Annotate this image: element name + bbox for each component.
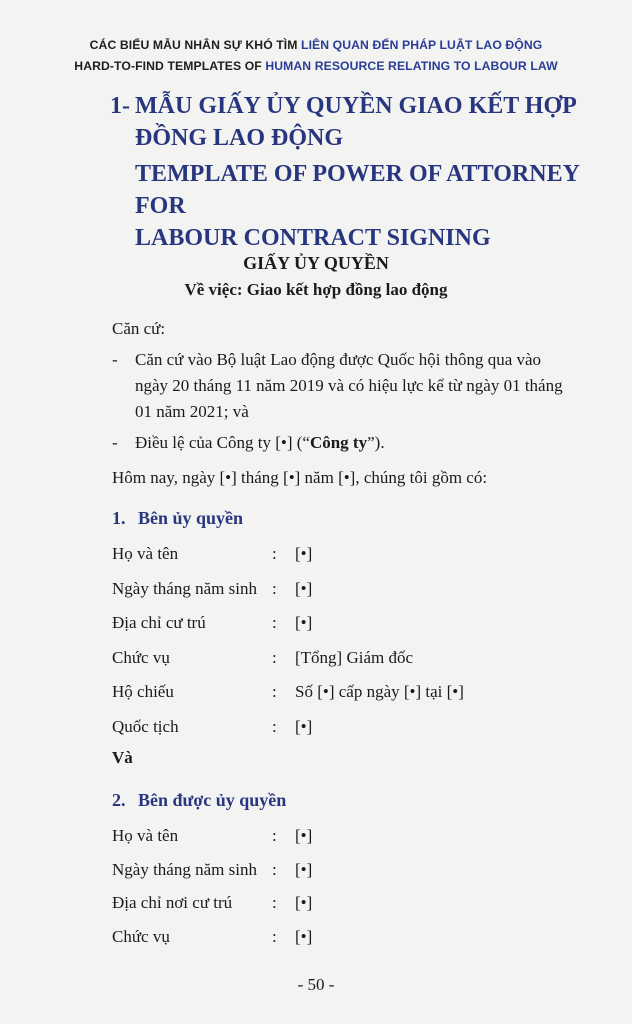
field-row	[112, 679, 592, 705]
field-colon: :	[272, 647, 277, 667]
basis-item-2-after: ”).	[367, 433, 385, 452]
section-title-en-line1: TEMPLATE OF POWER OF ATTORNEY FOR	[135, 161, 580, 219]
field-row	[112, 645, 592, 671]
field-colon: :	[272, 826, 277, 845]
field-value: [•]	[295, 578, 313, 598]
field-colon: :	[272, 544, 277, 563]
basis-item-1	[135, 347, 595, 425]
document-subject: Về việc: Giao kết hợp đồng lao động	[184, 280, 448, 299]
party2-heading-text: Bên được ủy quyền	[138, 790, 287, 810]
field-label: Chức vụ	[112, 926, 170, 946]
basis-label: Căn cứ:	[112, 319, 166, 338]
field-value: [•]	[295, 544, 313, 563]
field-value: [•]	[295, 826, 313, 845]
field-label: Chức vụ	[112, 647, 170, 667]
field-colon: :	[272, 893, 277, 912]
field-colon: :	[272, 716, 277, 736]
document-title: GIẤY ỦY QUYỀN	[243, 253, 389, 273]
field-label: Địa chỉ nơi cư trú	[112, 893, 233, 912]
field-label: Hộ chiếu	[112, 682, 174, 701]
running-head-en-blue: HUMAN RESOURCE RELATING TO LABOUR LAW	[265, 59, 558, 73]
field-label: Họ và tên	[112, 826, 179, 845]
running-head-vi-dark: CÁC BIỂU MẪU NHÂN SỰ KHÓ TÌM	[89, 38, 302, 52]
field-row	[112, 610, 592, 636]
field-value: Số [•] cấp ngày [•] tại [•]	[295, 682, 464, 701]
conjunction: Và	[112, 748, 133, 767]
field-row	[112, 576, 592, 602]
section-title-en	[135, 158, 605, 254]
field-value: [•]	[295, 926, 313, 946]
basis-item-2-bold: Công ty	[309, 433, 368, 452]
basis-item-1-line2: ngày 20 tháng 11 năm 2019 và có hiệu lực kể từ ngày 01 tháng	[135, 376, 563, 395]
running-head-en-dark: HARD-TO-FIND TEMPLATES OF	[74, 59, 266, 73]
party1-heading	[112, 508, 243, 529]
running-head-en	[0, 59, 632, 73]
field-label: Ngày tháng năm sinh	[112, 578, 257, 598]
field-value: [•]	[295, 716, 313, 736]
field-colon: :	[272, 613, 277, 632]
section-title-en-line2: LABOUR CONTRACT SIGNING	[135, 225, 491, 251]
party1-heading-text: Bên ủy quyền	[138, 508, 244, 528]
running-head-vi	[0, 38, 632, 52]
field-row	[112, 924, 592, 950]
field-colon: :	[272, 578, 277, 598]
section-title-vi-line2: ĐỒNG LAO ĐỘNG	[135, 125, 344, 151]
field-label: Quốc tịch	[112, 716, 179, 736]
field-value: [•]	[295, 893, 313, 912]
field-row	[112, 541, 592, 567]
section-title-vi	[110, 90, 610, 154]
party1-number: 1.	[112, 508, 126, 528]
field-colon: :	[272, 926, 277, 946]
bullet-dash: -	[112, 433, 118, 452]
basis-item-1-line1: Căn cứ vào Bộ luật Lao động được Quốc hội thông qua vào	[135, 350, 542, 369]
basis-item-2	[135, 430, 595, 456]
party2-number: 2.	[112, 790, 126, 810]
field-row	[112, 714, 592, 740]
section-title-vi-line1: MẪU GIẤY ỦY QUYỀN GIAO KẾT HỢP	[135, 93, 577, 119]
intro-paragraph: Hôm nay, ngày [•] tháng [•] năm [•], chúng tôi gồm có:	[112, 468, 488, 487]
field-value: [•]	[295, 859, 313, 879]
party2-heading	[112, 790, 286, 811]
section-number: 1-	[110, 93, 130, 119]
field-row	[112, 890, 592, 916]
field-colon: :	[272, 682, 277, 701]
basis-item-2-before: Điều lệ của Công ty [•] (“	[135, 433, 310, 452]
field-value: [•]	[295, 613, 313, 632]
page-number: - 50 -	[297, 975, 335, 994]
field-label: Họ và tên	[112, 544, 179, 563]
field-colon: :	[272, 859, 277, 879]
running-head-vi-blue: LIÊN QUAN ĐẾN PHÁP LUẬT LAO ĐỘNG	[301, 38, 543, 52]
field-value: [Tổng] Giám đốc	[295, 647, 414, 667]
bullet-dash: -	[112, 350, 118, 369]
field-label: Địa chỉ cư trú	[112, 613, 206, 632]
field-row	[112, 857, 592, 883]
basis-item-1-line3: 01 năm 2021; và	[135, 402, 249, 421]
field-row	[112, 823, 592, 849]
field-label: Ngày tháng năm sinh	[112, 859, 257, 879]
